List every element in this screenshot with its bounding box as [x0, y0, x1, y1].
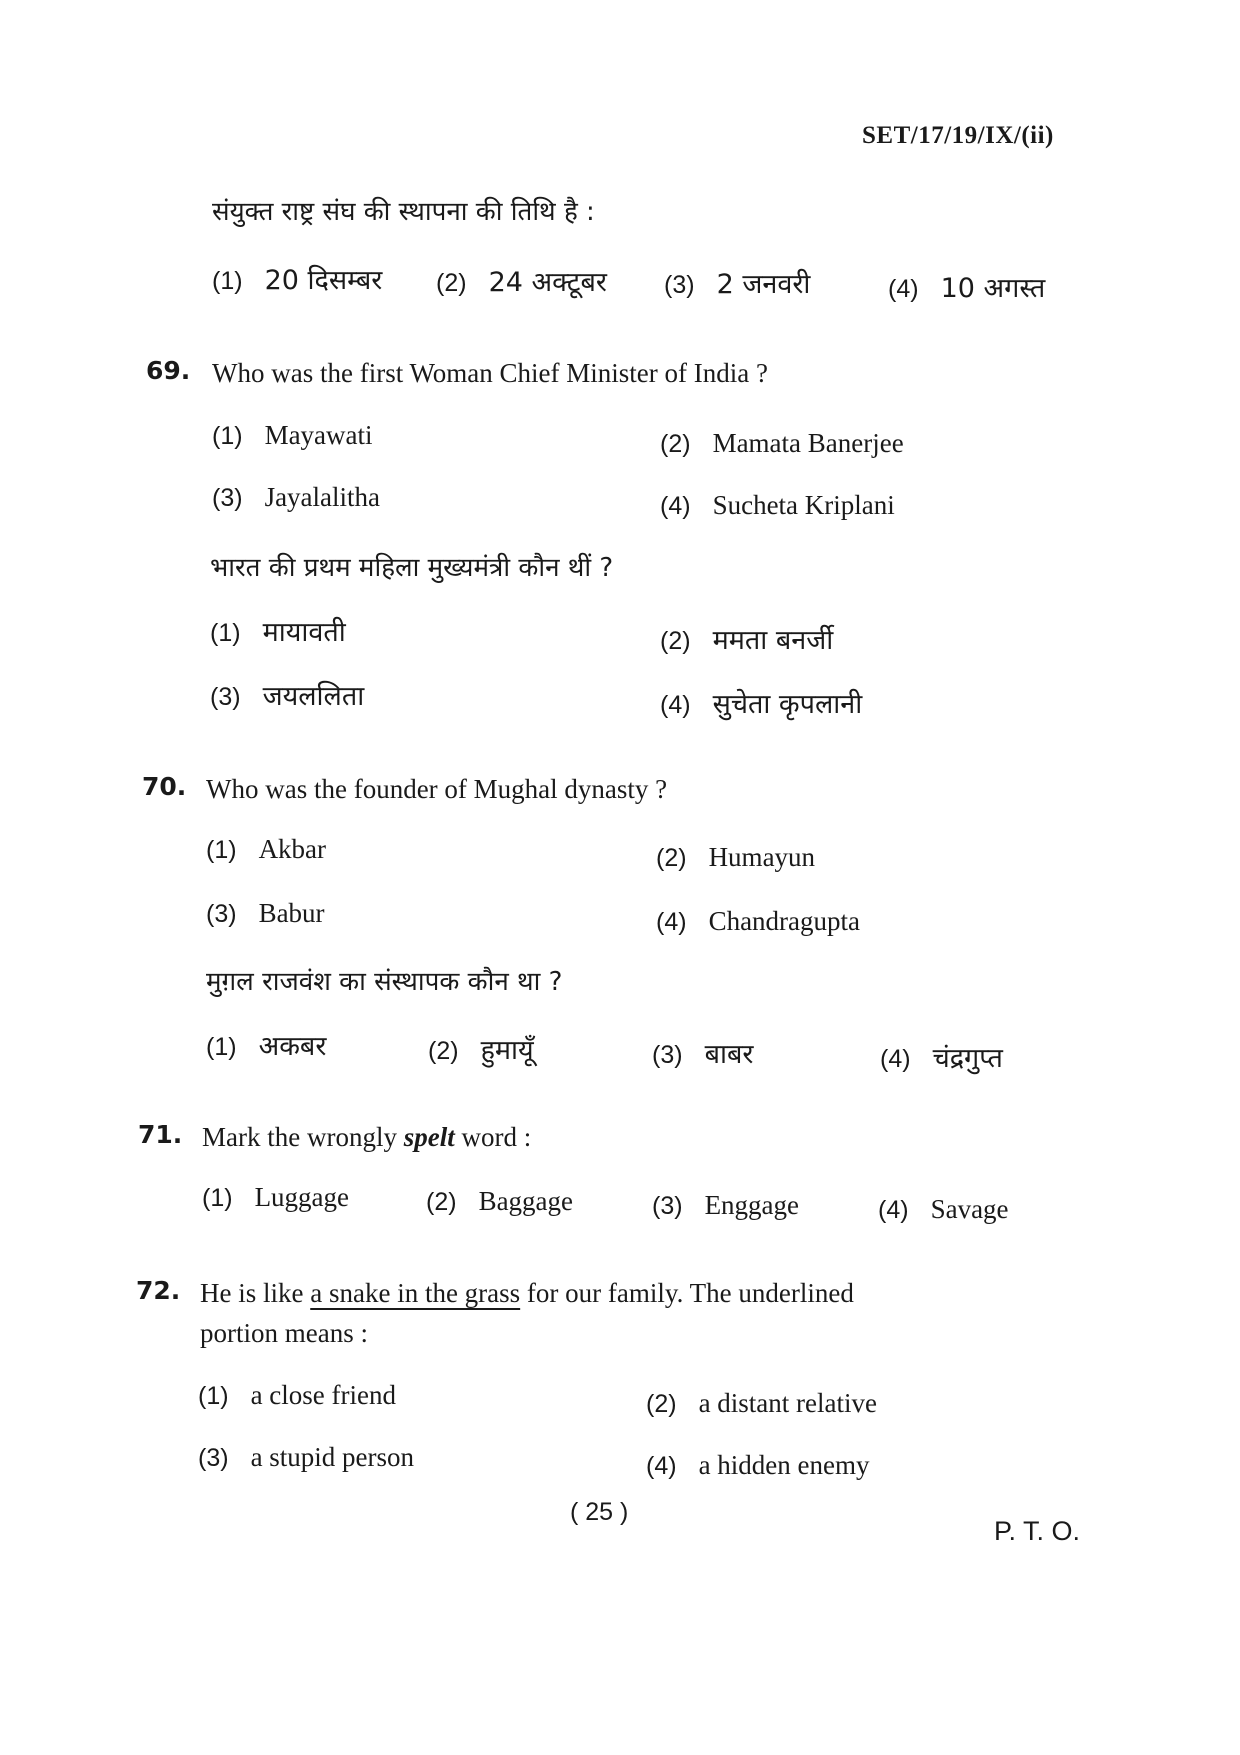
- option-number: (4): [660, 492, 691, 520]
- paper-code: SET/17/19/IX/(ii): [862, 122, 1054, 149]
- q72-question-end: for our family. The underlined: [526, 1278, 854, 1308]
- option-text: चंद्रगुप्त: [932, 1043, 1003, 1074]
- option-number: (1): [202, 1184, 233, 1212]
- option-text: ममता बनर्जी: [712, 625, 834, 656]
- option-number: (3): [210, 683, 241, 711]
- option-number: (1): [198, 1382, 229, 1410]
- q72-option-2[interactable]: [646, 1388, 877, 1419]
- q70-question: Who was the founder of Mughal dynasty ?: [206, 774, 668, 804]
- option-text: Jayalalitha: [264, 482, 381, 512]
- option-text: जयललिता: [262, 681, 365, 712]
- option-number: (4): [656, 908, 687, 936]
- q71-question-emphasis: spelt: [403, 1122, 455, 1152]
- option-text: 20 दिसम्बर: [264, 265, 383, 296]
- q72-question-start: He is like: [200, 1278, 304, 1308]
- option-text: Baggage: [478, 1186, 574, 1216]
- option-text: Mayawati: [264, 420, 373, 450]
- q70-hindi-question: मुग़ल राजवंश का संस्थापक कौन था ?: [206, 967, 563, 997]
- option-number: (2): [660, 627, 691, 655]
- option-number: (1): [206, 1033, 237, 1061]
- q71-number: 71.: [138, 1120, 183, 1149]
- q69-hindi-question: भारत की प्रथम महिला मुख्यमंत्री कौन थीं ?: [210, 553, 614, 583]
- option-text: Humayun: [708, 842, 816, 872]
- option-number: (2): [656, 844, 687, 872]
- option-text: a stupid person: [250, 1442, 415, 1472]
- q70-hindi-option-3[interactable]: [652, 1034, 753, 1071]
- option-number: (1): [206, 836, 237, 864]
- option-number: (4): [646, 1452, 677, 1480]
- option-number: (3): [652, 1192, 683, 1220]
- option-number: (3): [212, 484, 243, 512]
- option-number: (3): [652, 1041, 683, 1069]
- q69-hindi-option-2[interactable]: [660, 620, 833, 657]
- option-text: Savage: [930, 1194, 1009, 1224]
- q71-question-end: word :: [461, 1122, 532, 1152]
- option-number: (2): [660, 430, 691, 458]
- option-text: 2 जनवरी: [716, 269, 811, 300]
- q71-question-start: Mark the wrongly: [202, 1122, 397, 1152]
- option-number: (2): [428, 1037, 459, 1065]
- q69-question: Who was the first Woman Chief Minister of India ?: [212, 358, 768, 388]
- option-number: (2): [646, 1390, 677, 1418]
- q69-option-1[interactable]: [212, 420, 373, 451]
- q71-option-4[interactable]: [878, 1194, 1009, 1225]
- option-number: (4): [660, 691, 691, 719]
- q70-option-2[interactable]: [656, 842, 815, 873]
- option-text: a close friend: [250, 1380, 396, 1410]
- option-text: 10 अगस्त: [940, 273, 1046, 304]
- option-number: (2): [436, 269, 467, 297]
- option-text: Luggage: [254, 1182, 350, 1212]
- option-number: (4): [888, 275, 919, 303]
- option-text: Enggage: [704, 1190, 800, 1220]
- q72-option-3[interactable]: [198, 1442, 414, 1473]
- option-text: Sucheta Kriplani: [712, 490, 895, 520]
- option-number: (2): [426, 1188, 457, 1216]
- q72-option-1[interactable]: [198, 1380, 396, 1411]
- q72-question-line2: portion means :: [200, 1318, 368, 1348]
- option-number: (4): [880, 1045, 911, 1073]
- q68-option-3[interactable]: [664, 264, 810, 301]
- option-text: 24 अक्टूबर: [488, 267, 607, 298]
- q70-option-3[interactable]: [206, 898, 325, 929]
- q69-hindi-option-3[interactable]: [210, 676, 364, 713]
- option-number: (1): [210, 619, 241, 647]
- option-number: (1): [212, 267, 243, 295]
- q68-option-1[interactable]: [212, 260, 382, 297]
- q69-option-3[interactable]: [212, 482, 380, 513]
- q71-option-3[interactable]: [652, 1190, 799, 1221]
- option-text: Babur: [258, 898, 325, 928]
- q70-option-4[interactable]: [656, 906, 860, 937]
- option-text: मायावती: [262, 617, 346, 648]
- q70-hindi-option-2[interactable]: [428, 1030, 534, 1067]
- q69-hindi-option-1[interactable]: [210, 612, 346, 649]
- pto-label: P. T. O.: [994, 1516, 1081, 1546]
- option-text: सुचेता कृपलानी: [712, 689, 863, 720]
- option-text: अकबर: [258, 1031, 327, 1062]
- q72-underlined-phrase: a snake in the grass: [310, 1278, 521, 1308]
- q68-option-2[interactable]: [436, 262, 607, 299]
- option-number: (1): [212, 422, 243, 450]
- option-text: Akbar: [258, 834, 327, 864]
- page-number: ( 25 ): [570, 1498, 629, 1526]
- q69-hindi-option-4[interactable]: [660, 684, 862, 721]
- q71-option-1[interactable]: [202, 1182, 349, 1213]
- q72-option-4[interactable]: [646, 1450, 870, 1481]
- q69-option-4[interactable]: [660, 490, 895, 521]
- q71-question: [202, 1122, 531, 1153]
- q72-question-line1: [200, 1278, 854, 1309]
- q69-number: 69.: [146, 356, 191, 385]
- option-text: a hidden enemy: [698, 1450, 870, 1480]
- option-text: Mamata Banerjee: [712, 428, 904, 458]
- q70-option-1[interactable]: [206, 834, 326, 865]
- option-number: (4): [878, 1196, 909, 1224]
- q72-number: 72.: [136, 1276, 181, 1305]
- option-number: (3): [664, 271, 695, 299]
- option-text: a distant relative: [698, 1388, 877, 1418]
- q70-hindi-option-4[interactable]: [880, 1038, 1003, 1075]
- option-text: हुमायूँ: [480, 1035, 534, 1066]
- option-number: (3): [206, 900, 237, 928]
- option-text: बाबर: [704, 1039, 754, 1070]
- q71-option-2[interactable]: [426, 1186, 573, 1217]
- option-number: (3): [198, 1444, 229, 1472]
- q70-hindi-option-1[interactable]: [206, 1026, 326, 1063]
- q70-number: 70.: [142, 772, 187, 801]
- option-text: Chandragupta: [708, 906, 861, 936]
- q69-option-2[interactable]: [660, 428, 904, 459]
- q68-hindi-question: संयुक्त राष्ट्र संघ की स्थापना की तिथि है :: [212, 197, 595, 227]
- q68-option-4[interactable]: [888, 268, 1045, 305]
